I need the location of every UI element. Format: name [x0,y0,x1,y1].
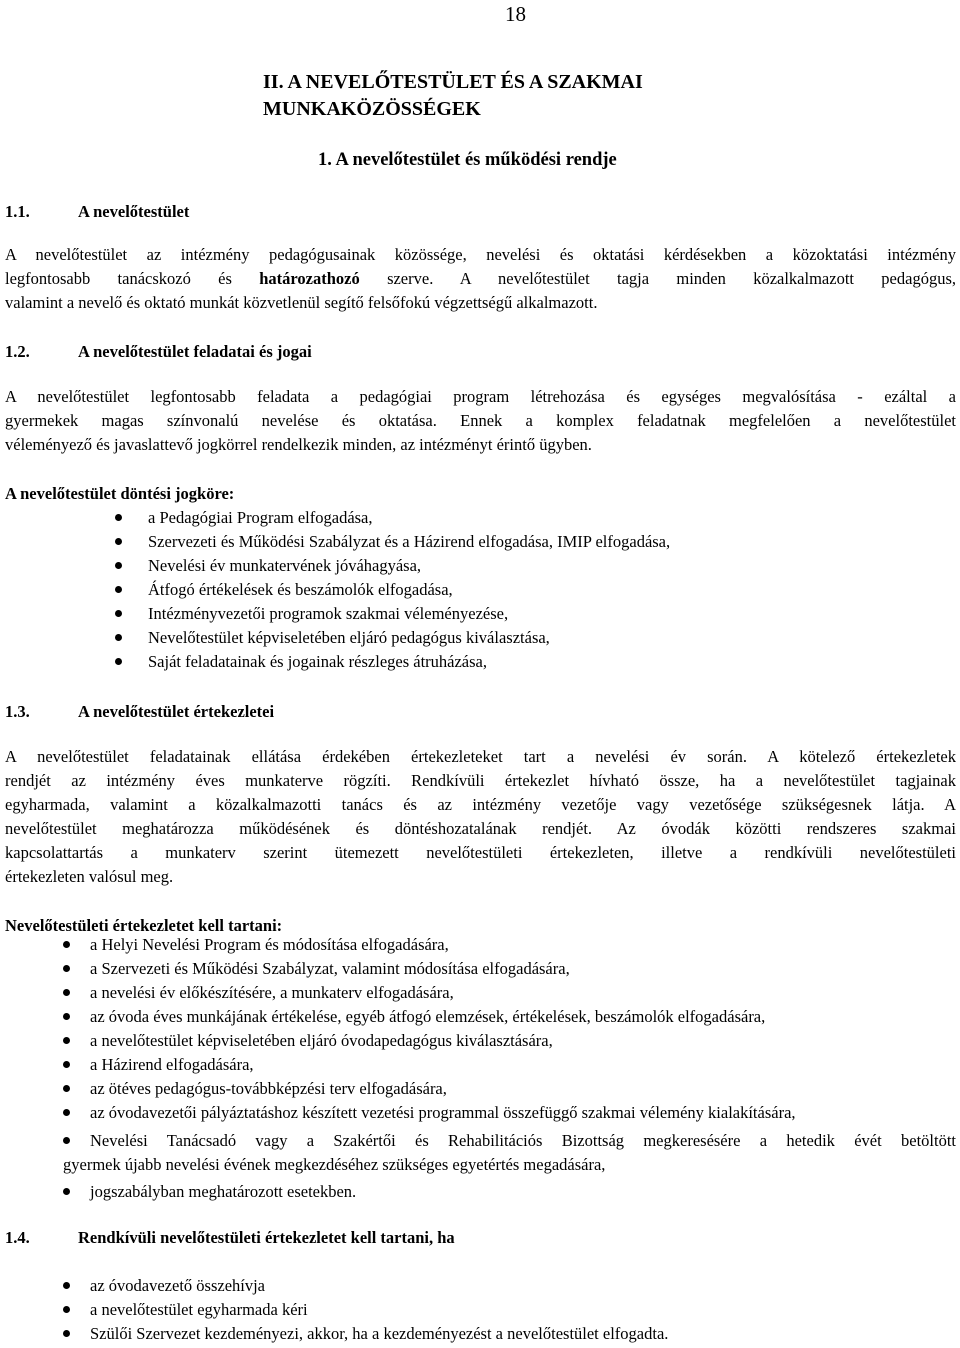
list-item [90,957,796,981]
decision-rights-list [148,506,670,674]
paragraph-line: gyermekek magas színvonalú nevelése és oktatása. Ennek a komplex feladatnak megfelelően a nevelőtestület [5,411,956,430]
section-number: 1.4. [5,1228,30,1247]
list-item-multiline [63,1129,956,1177]
list-item [148,530,670,554]
bullet-icon [115,514,122,521]
list-item-text: a nevelési év előkészítésére, a munkaterv elfogadására, [90,983,454,1002]
bullet-icon [63,965,70,972]
list-item [148,578,670,602]
bold-term: határozathozó [259,269,360,288]
list-item [148,602,670,626]
paragraph-line: nevelőtestület meghatározza működésének és döntéshozatalának rendjét. Az óvodák közötti rendszeres szakmai [5,819,956,838]
bullet-icon [115,586,122,593]
list-item-text-continuation: gyermek újabb nevelési évének megkezdéséhez szükséges egyetértés megadására, [63,1155,606,1174]
list-item-text: Saját feladatainak és jogainak részleges átruházása, [148,652,487,671]
paragraph-line: értekezleten valósul meg. [5,867,174,886]
list-item [90,1322,668,1346]
bullet-icon [63,1282,70,1289]
paragraph-line: véleményező és javaslattevő jogkörrel rendelkezik minden, az intézményt érintő ügyben. [5,435,592,454]
paragraph-line: valamint a nevelő és oktató munkát közvetlenül segítő felsőfokú végzettségű alkalmazott. [5,293,598,312]
list-item-text: a Pedagógiai Program elfogadása, [148,508,373,527]
section-1-2-heading [5,340,312,364]
meetings-list [90,933,796,1125]
paragraph-line [5,267,956,291]
list-item [90,933,796,957]
list-item [90,1298,668,1322]
list-item-text: Szülői Szervezet kezdeményezi, akkor, ha a kezdeményezést a nevelőtestület elfogadta. [90,1324,669,1343]
list-item-text: az óvoda éves munkájának értékelése, egyéb átfogó elemzések, értékelések, beszámolók elfogadására, [90,1007,766,1026]
list-item-text: az ötéves pedagógus-továbbképzési terv elfogadására, [90,1079,447,1098]
bullet-icon [115,658,122,665]
text-run: szerve. A nevelőtestület tagja minden közalkalmazott pedagógus, [359,269,956,288]
list-item [63,1180,356,1204]
paragraph-line: A nevelőtestület az intézmény pedagógusainak közössége, nevelési és oktatási kérdésekben a közoktatási intézmény [5,245,956,264]
section-title: A nevelőtestület feladatai és jogai [78,342,312,361]
list-item-text: Szervezeti és Működési Szabályzat és a Házirend elfogadása, IMIP elfogadása, [148,532,671,551]
list-item-text: jogszabályban meghatározott esetekben. [90,1182,357,1201]
list-item [90,1005,796,1029]
list-item-text: a nevelőtestület képviseletében eljáró óvodapedagógus kiválasztására, [90,1031,553,1050]
bullet-icon [63,1061,70,1068]
chapter-title-line1: II. A NEVELŐTESTÜLET ÉS A SZAKMAI [263,71,643,93]
paragraph-line: A nevelőtestület feladatainak ellátása érdekében értekezleteket tart a nevelési év során. A kötelező értekezletek [5,747,956,766]
bullet-icon [115,634,122,641]
list-item [148,506,670,530]
bullet-icon [115,610,122,617]
bullet-icon [63,1109,70,1116]
list-item-text: a Házirend elfogadására, [90,1055,254,1074]
paragraph-line: A nevelőtestület legfontosabb feladata a pedagógiai program létrehozása és egységes megvalósítása - ezáltal a [5,387,956,406]
bullet-icon [63,1013,70,1020]
section-1-3-heading [5,700,274,724]
section-number: 1.2. [5,342,30,361]
section-1-1-heading [5,200,189,224]
section-title: A nevelőtestület [78,202,190,221]
bullet-icon [63,1330,70,1337]
chapter-subtitle: 1. A nevelőtestület és működési rendje [318,150,617,170]
page-number: 18 [505,2,526,26]
bullet-icon [63,1137,70,1144]
section-1-1-paragraph [5,243,956,315]
list-item [90,1053,796,1077]
list-item [148,626,670,650]
bullet-icon [63,1188,70,1195]
bullet-icon [63,1085,70,1092]
list-item-text: a nevelőtestület egyharmada kéri [90,1300,308,1319]
list-item [90,981,796,1005]
list-item-text: a Helyi Nevelési Program és módosítása elfogadására, [90,935,449,954]
list-item-text: Nevelési Tanácsadó vagy a Szakértői és Rehabilitációs Bizottság megkeresésére a hetedik évét betöltött [90,1131,956,1150]
list-item [148,554,670,578]
bullet-icon [63,1037,70,1044]
list-item-text: Átfogó értékelések és beszámolók elfogadása, [148,580,453,599]
list-item-text: Nevelési év munkatervének jóváhagyása, [148,556,422,575]
section-number: 1.3. [5,702,30,721]
bullet-icon [115,538,122,545]
bullet-icon [63,1306,70,1313]
paragraph-line: egyharmada, valamint a közalkalmazotti tanács és az intézmény vezetője vagy vezetősége szükségesnek látja. A [5,795,956,814]
list-item [90,1029,796,1053]
list-item-text: az óvodavezetői pályáztatáshoz készített vezetési programmal összefüggő szakmai vélemény kialakítására, [90,1103,796,1122]
decision-rights-title: A nevelőtestület döntési jogköre: [5,484,235,503]
bullet-icon [115,562,122,569]
section-title: Rendkívüli nevelőtestületi értekezletet kell tartani, ha [78,1228,455,1247]
bullet-icon [63,941,70,948]
paragraph-line: rendjét az intézmény éves munkaterve rögzíti. Rendkívüli értekezlet hívható össze, ha a nevelőtestület tagjainak [5,771,956,790]
section-1-4-heading [5,1226,455,1250]
list-item-text: a Szervezeti és Működési Szabályzat, valamint módosítása elfogadására, [90,959,570,978]
list-item [90,1274,668,1298]
meetings-list-title: Nevelőtestületi értekezletet kell tartani: [5,916,283,935]
section-1-3-paragraph [5,745,956,889]
section-title: A nevelőtestület értekezletei [78,702,275,721]
list-item [90,1101,796,1125]
section-number: 1.1. [5,202,30,221]
list-item-text: Nevelőtestület képviseletében eljáró pedagógus kiválasztása, [148,628,550,647]
bullet-icon [63,989,70,996]
list-item-text: Intézményvezetői programok szakmai véleményezése, [148,604,509,623]
list-item [148,650,670,674]
section-1-2-paragraph [5,385,956,457]
text-run: legfontosabb tanácskozó és [5,269,260,288]
extraordinary-meeting-list [90,1274,668,1346]
paragraph-line: kapcsolattartás a munkaterv szerint ütemezett nevelőtestületi értekezleten, illetve a rendkívüli nevelőtestületi [5,843,956,862]
list-item [90,1077,796,1101]
list-item-text: az óvodavezető összehívja [90,1276,266,1295]
chapter-title-line2: MUNKAKÖZÖSSÉGEK [263,98,481,120]
